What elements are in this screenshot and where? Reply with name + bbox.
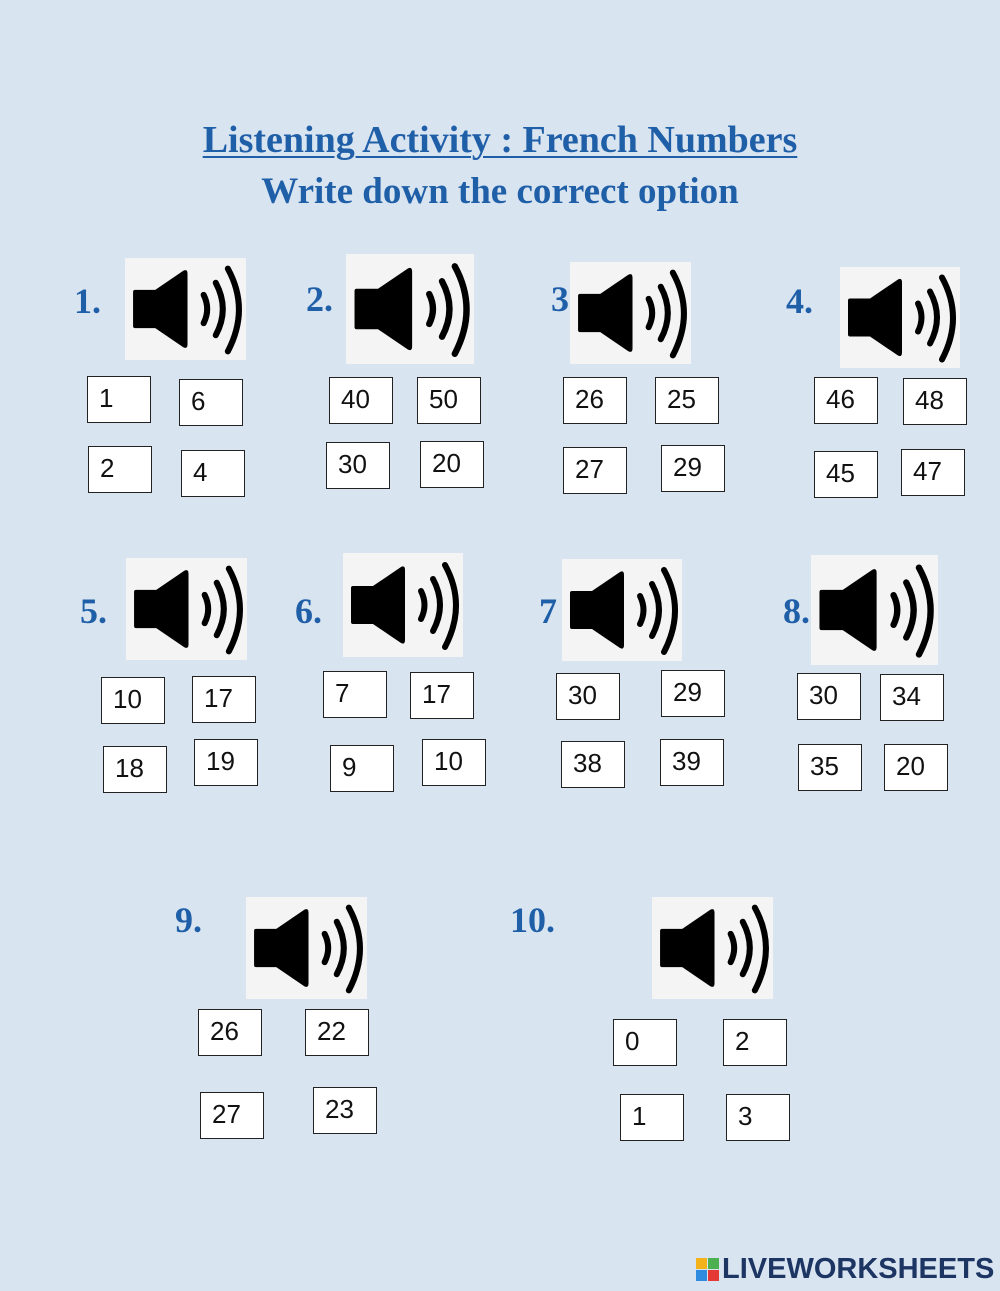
speaker-volume-icon[interactable]	[125, 258, 246, 360]
brand-name: LIVEWORKSHEETS	[722, 1253, 995, 1285]
question-number: 5.	[80, 591, 107, 631]
answer-option-box[interactable]: 27	[563, 447, 627, 494]
answer-option-box[interactable]: 17	[410, 672, 474, 719]
answer-option-box[interactable]: 18	[103, 746, 167, 793]
answer-option-box[interactable]: 4	[181, 450, 245, 497]
answer-option-box[interactable]: 30	[797, 673, 861, 720]
question-number: 7	[539, 591, 557, 631]
answer-option-box[interactable]: 20	[884, 744, 948, 791]
question-number: 1.	[74, 281, 101, 321]
answer-option-box[interactable]: 7	[323, 671, 387, 718]
answer-option-box[interactable]: 19	[194, 739, 258, 786]
answer-option-box[interactable]: 40	[329, 377, 393, 424]
answer-option-box[interactable]: 1	[87, 376, 151, 423]
speaker-volume-icon[interactable]	[126, 558, 247, 660]
answer-option-box[interactable]: 1	[620, 1094, 684, 1141]
answer-option-box[interactable]: 35	[798, 744, 862, 791]
answer-option-box[interactable]: 38	[561, 741, 625, 788]
answer-option-box[interactable]: 2	[723, 1019, 787, 1066]
question-number: 8.	[783, 591, 810, 631]
page-title: Listening Activity : French Numbers	[202, 119, 798, 161]
answer-option-box[interactable]: 46	[814, 377, 878, 424]
answer-option-box[interactable]: 26	[563, 377, 627, 424]
question-number: 10.	[510, 900, 555, 940]
answer-option-box[interactable]: 48	[903, 378, 967, 425]
answer-option-box[interactable]: 3	[726, 1094, 790, 1141]
answer-option-box[interactable]: 9	[330, 745, 394, 792]
answer-option-box[interactable]: 39	[660, 739, 724, 786]
page-instruction: Write down the correct option	[261, 171, 739, 212]
answer-option-box[interactable]: 20	[420, 441, 484, 488]
answer-option-box[interactable]: 30	[326, 442, 390, 489]
answer-option-box[interactable]: 0	[613, 1019, 677, 1066]
question-number: 6.	[295, 591, 322, 631]
speaker-volume-icon[interactable]	[840, 267, 960, 368]
answer-option-box[interactable]: 47	[901, 449, 965, 496]
question-number: 3	[551, 279, 569, 319]
answer-option-box[interactable]: 26	[198, 1009, 262, 1056]
answer-option-box[interactable]: 29	[661, 670, 725, 717]
speaker-volume-icon[interactable]	[562, 559, 682, 661]
answer-option-box[interactable]: 10	[422, 739, 486, 786]
question-number: 2.	[306, 279, 333, 319]
speaker-volume-icon[interactable]	[346, 254, 474, 364]
answer-option-box[interactable]: 50	[417, 377, 481, 424]
answer-option-box[interactable]: 6	[179, 379, 243, 426]
question-number: 9.	[175, 900, 202, 940]
liveworksheets-logo-icon	[696, 1258, 720, 1282]
answer-option-box[interactable]: 45	[814, 451, 878, 498]
answer-option-box[interactable]: 22	[305, 1009, 369, 1056]
answer-option-box[interactable]: 25	[655, 377, 719, 424]
answer-option-box[interactable]: 17	[192, 676, 256, 723]
answer-option-box[interactable]: 30	[556, 673, 620, 720]
answer-option-box[interactable]: 34	[880, 674, 944, 721]
answer-option-box[interactable]: 29	[661, 445, 725, 492]
answer-option-box[interactable]: 23	[313, 1087, 377, 1134]
answer-option-box[interactable]: 10	[101, 677, 165, 724]
answer-option-box[interactable]: 27	[200, 1092, 264, 1139]
speaker-volume-icon[interactable]	[246, 897, 367, 999]
speaker-volume-icon[interactable]	[570, 262, 691, 364]
answer-option-box[interactable]: 2	[88, 446, 152, 493]
speaker-volume-icon[interactable]	[652, 897, 773, 999]
speaker-volume-icon[interactable]	[343, 553, 463, 657]
question-number: 4.	[786, 281, 813, 321]
speaker-volume-icon[interactable]	[811, 555, 938, 665]
